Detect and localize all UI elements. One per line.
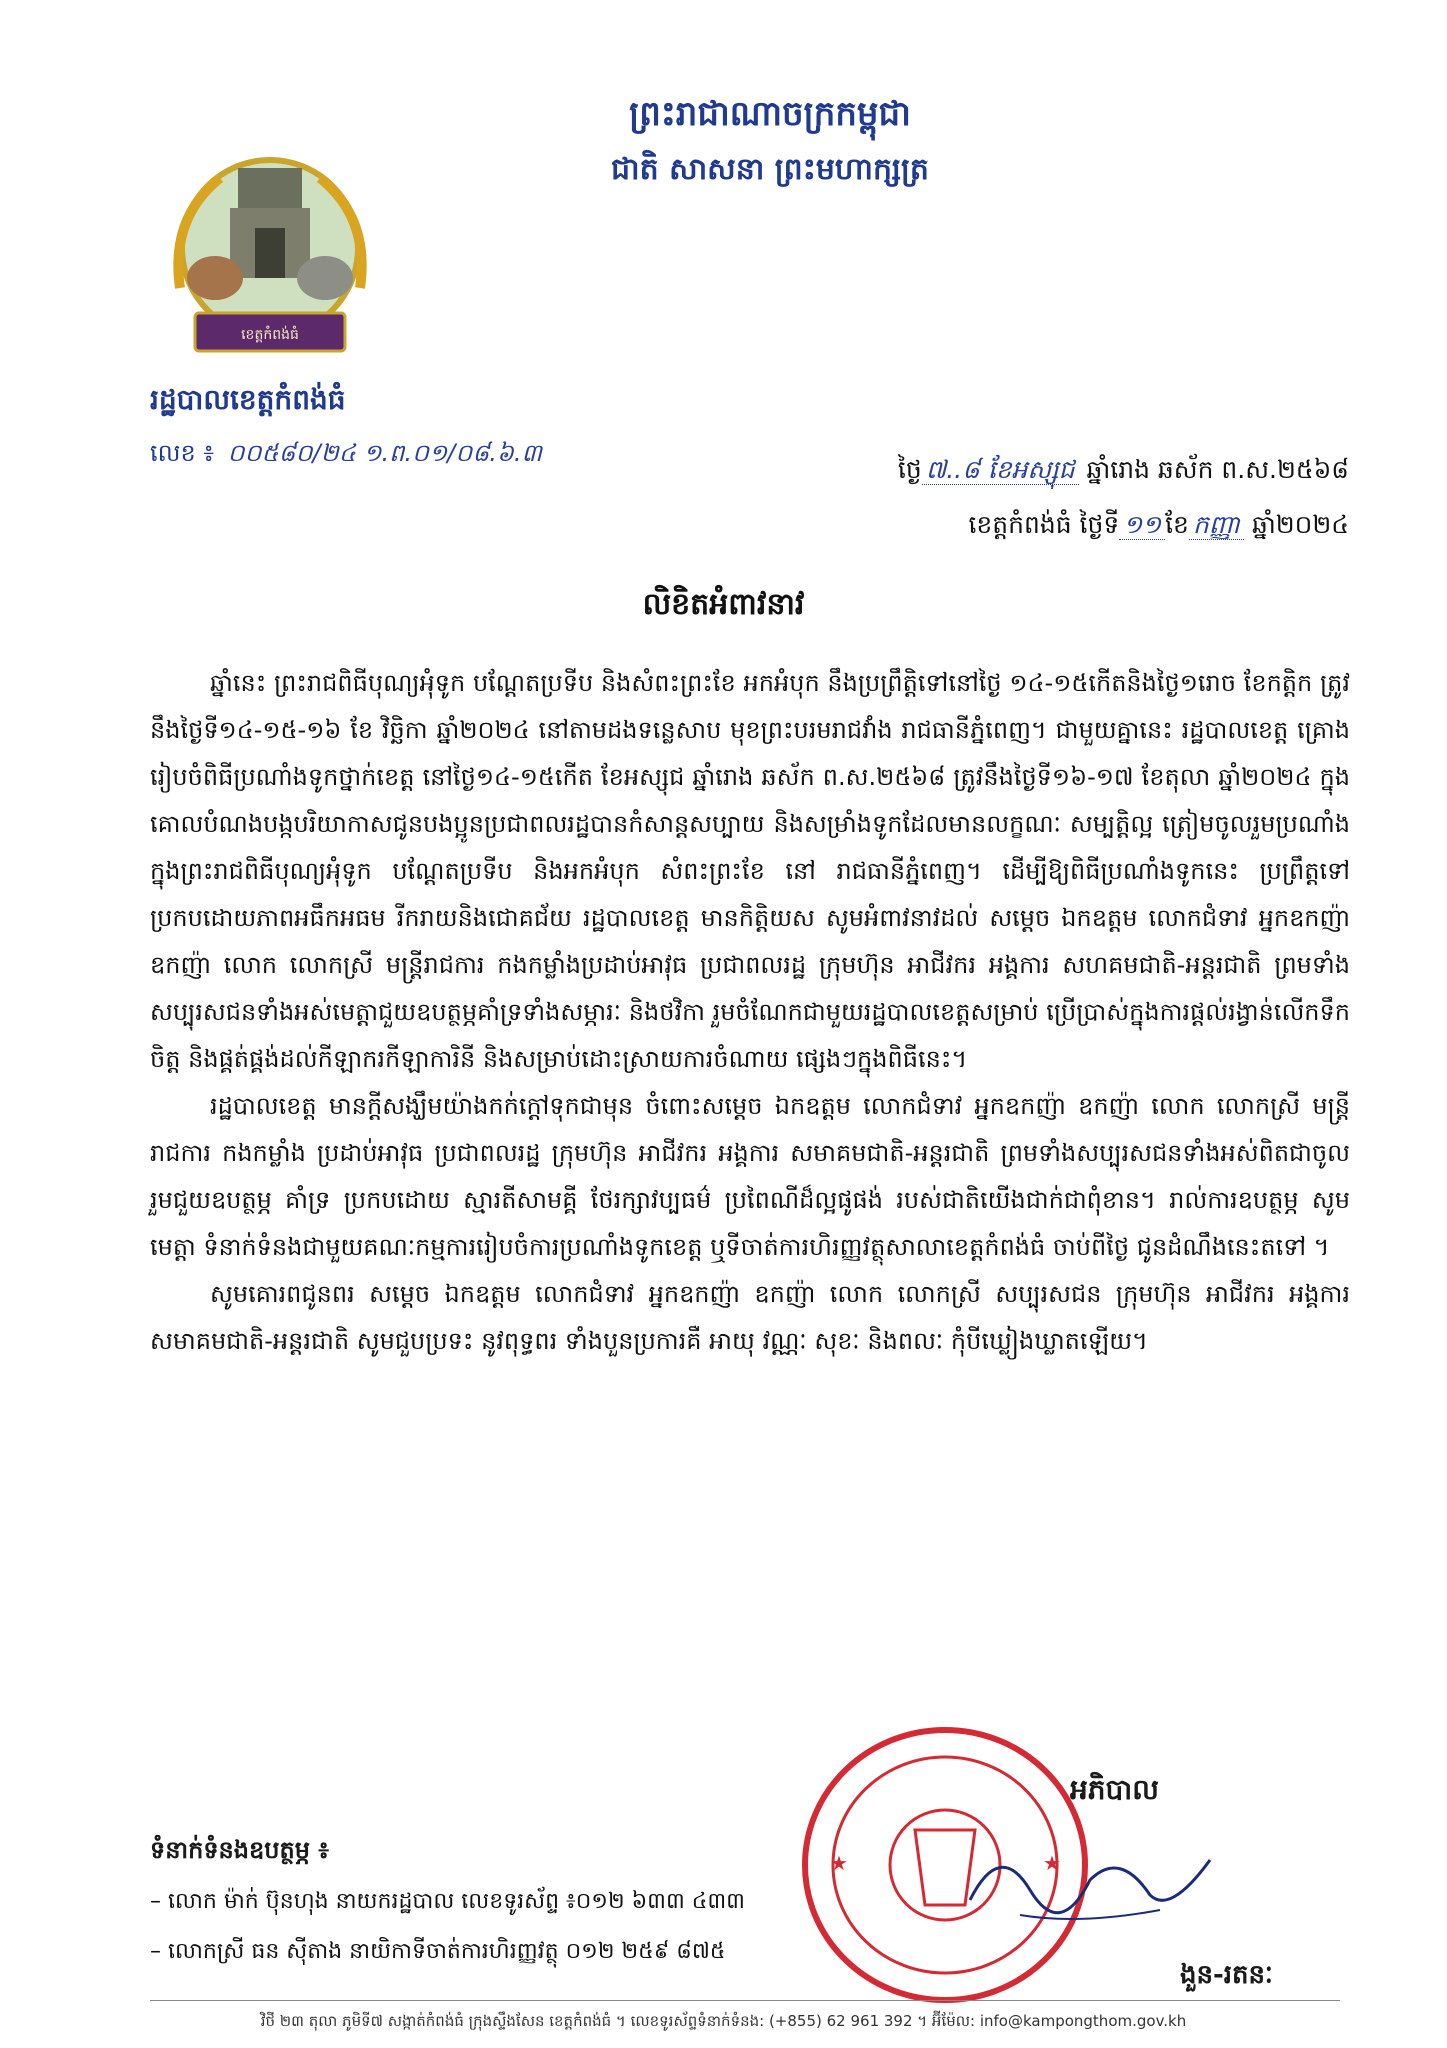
solar-prefix: ខេត្តកំពង់ធំ ថ្ងៃទី <box>968 510 1120 539</box>
reference-label: លេខ ៖ <box>150 439 214 467</box>
lunar-day: ៧..៨ ខែអស្សុជ <box>922 455 1079 485</box>
svg-text:★: ★ <box>830 1851 848 1875</box>
paragraph-3: សូមគោរពជូនពរ សម្តេច ឯកឧត្តម លោកជំទាវ អ្នកឧកញ៉ា ឧកញ៉ា លោក លោកស្រី សប្បុរសជន ក្រុមហ៊ុន អាជីវករ អង្គការសមាគមជាតិ-អន្តរជាតិ សូមជួបប្រទះ នូវពុទ្ធពរ ទាំងបួនប្រការគឺ អាយុ វណ្ណៈ សុខៈ និងពលៈ កុំបីឃ្លៀងឃ្លាតឡើយ។ <box>150 1280 1350 1355</box>
signatory-title: អភិបាល <box>1070 1773 1159 1806</box>
lunar-prefix: ថ្ងៃ <box>897 455 922 484</box>
paragraph-2: រដ្ឋបាលខេត្ត មានក្តីសង្ឃឹមយ៉ាងកក់ក្តៅទុកជាមុន ចំពោះសម្តេច ឯកឧត្តម លោកជំទាវ អ្នកឧកញ៉ា ឧកញ៉ា លោក លោកស្រី មន្ត្រីរាជការ កងកម្លាំង ប្រដាប់អាវុធ ប្រជាពលរដ្ឋ ក្រុមហ៊ុន អាជីវករ អង្គការ សមាគមជាតិ-អន្តរជាតិ ព្រមទាំងសប្បុរសជនទាំងអស់ពិតជាចូលរួមជួយឧបត្ថម្ភ គាំទ្រ ប្រកបដោយ ស្មារតីសាមគ្គី ថែរក្សាវប្បធម៌ ប្រពៃណីដ៏ល្អផូផង់ របស់ជាតិយើងជាក់ជាពុំខាន។ រាល់ការឧបត្ថម្ភ សូមមេត្តា ទំនាក់ទំនងជាមួយគណៈកម្មការរៀបចំការប្រណាំងទូកខេត្ត ឬទីចាត់ការហិរញ្ញវត្ថុសាលាខេត្តកំពង់ធំ ចាប់ពីថ្ងៃ ជូនដំណឹងនេះតទៅ ។ <box>150 1092 1350 1261</box>
provincial-emblem-logo <box>160 148 380 368</box>
solar-day: ១១ <box>1119 510 1165 540</box>
svg-text:ខេត្តកំពង់ធំ: ខេត្តកំពង់ធំ <box>241 327 299 343</box>
reference-number <box>150 438 542 473</box>
solar-year: ឆ្នាំ២០២៤ <box>1251 510 1349 539</box>
handwritten-signature <box>960 1820 1220 1940</box>
lunar-date-line <box>898 455 1349 491</box>
footer-divider <box>150 2000 1340 2001</box>
contact-item: – លោក ម៉ាក់ ប៊ុនហុង នាយករដ្ឋបាល លេខទូរស័ព្ទ ៖០១២ ៦៣៣ ៤៣៣ <box>150 1889 745 1914</box>
signatory-name: ងួន-រតនៈ <box>1180 1960 1273 1990</box>
kingdom-heading: ព្រះរាជាណាចក្រកម្ពុជា <box>629 94 911 134</box>
solar-date-line <box>968 510 1349 546</box>
contacts-title: ទំនាក់ទំនងឧបត្ថម្ភ ៖ <box>150 1836 329 1864</box>
lunar-suffix: ឆ្នាំរោង ឆស័ក ព.ស.២៥៦៨ <box>1086 455 1349 484</box>
letter-body <box>150 660 1350 1365</box>
reference-value: ០០៥៨០/២៤ ១.ព.០១/០៨.៦.៣ <box>227 439 543 467</box>
motto-heading: ជាតិ សាសនា ព្រះមហាក្សត្រ <box>611 152 929 187</box>
solar-month-label: ខែ <box>1165 510 1189 539</box>
contact-item: – លោកស្រី ធន ស៊ីតាង នាយិកាទីចាត់ការហិរញ្ញវត្ថុ ០១២ ២៥៩ ៨៧៥ <box>150 1939 726 1964</box>
document-title: លិខិតអំពាវនាវ <box>642 587 805 622</box>
administration-name: រដ្ឋបាលខេត្តកំពង់ធំ <box>150 383 346 416</box>
solar-month: កញ្ញា <box>1189 510 1244 540</box>
paragraph-1: ឆ្នាំនេះ ព្រះរាជពិធីបុណ្យអុំទូក បណ្តែតប្រទីប និងសំពះព្រះខែ អកអំបុក នឹងប្រព្រឹត្តិទៅនៅថ្ងៃ ១៤-១៥កើតនិងថ្ងៃ១រោច ខែកត្តិក ត្រូវនឹងថ្ងៃទី១៤-១៥-១៦ ខែ វិច្ឆិកា ឆ្នាំ២០២៤ នៅតាមដងទន្លេសាប មុខព្រះបរមរាជវាំង រាជធានីភ្នំពេញ។ ជាមួយគ្នានេះ រដ្ឋបាលខេត្ត គ្រោងរៀបចំពិធីប្រណាំងទូកថ្នាក់ខេត្ត នៅថ្ងៃ១៤-១៥កើត ខែអស្សុជ ឆ្នាំរោង ឆស័ក ព.ស.២៥៦៨ ត្រូវនឹងថ្ងៃទី១៦-១៧ ខែតុលា ឆ្នាំ២០២៤ ក្នុងគោលបំណងបង្កបរិយាកាសជូនបងប្អូនប្រជាពលរដ្ឋបានកំសាន្តសប្បាយ និងសម្រាំងទូកដែលមានលក្ខណៈ សម្បត្តិល្អ ត្រៀមចូលរួមប្រណាំងក្នុងព្រះរាជពិធីបុណ្យអុំទូក បណ្តែតប្រទីប និងអកអំបុក សំពះព្រះខែ នៅ រាជធានីភ្នំពេញ។ ដើម្បីឱ្យពិធីប្រណាំងទូកនេះ ប្រព្រឹត្តទៅប្រកបដោយភាពអធឹកអធម រីករាយនិងជោគជ័យ រដ្ឋបាលខេត្ត មានកិត្តិយស សូមអំពាវនាវដល់ សម្តេច ឯកឧត្តម លោកជំទាវ អ្នកឧកញ៉ា ឧកញ៉ា លោក លោកស្រី មន្ត្រីរាជការ កងកម្លាំងប្រដាប់អាវុធ ប្រជាពលរដ្ឋ ក្រុមហ៊ុន អាជីវករ អង្គការ សហគមជាតិ-អន្តរជាតិ ព្រមទាំងសប្បុរសជនទាំងអស់មេត្តាជួយឧបត្ថម្ភគាំទ្រទាំងសម្ភារៈ និងថវិកា រួមចំណែកជាមួយរដ្ឋបាលខេត្តសម្រាប់ ប្រើប្រាស់ក្នុងការផ្តល់រង្វាន់លើកទឹកចិត្ត និងផ្គត់ផ្គង់ដល់កីឡាករកីឡាការិនី និងសម្រាប់ដោះស្រាយការចំណាយ ផ្សេងៗក្នុងពិធីនេះ។ <box>150 669 1350 1073</box>
footer-address: វិថី ២៣ តុលា ភូមិទី៧ សង្កាត់កំពង់ធំ ក្រុងស្ទឹងសែន ខេត្តកំពង់ធំ ។ លេខទូរស័ព្ទទំនាក់ទំនង: (+855) 62 961 392 ។ អ៊ីម៉ែល: info@kampongthom.gov.kh <box>260 2012 1187 2030</box>
svg-text:★: ★ <box>1043 1851 1061 1875</box>
